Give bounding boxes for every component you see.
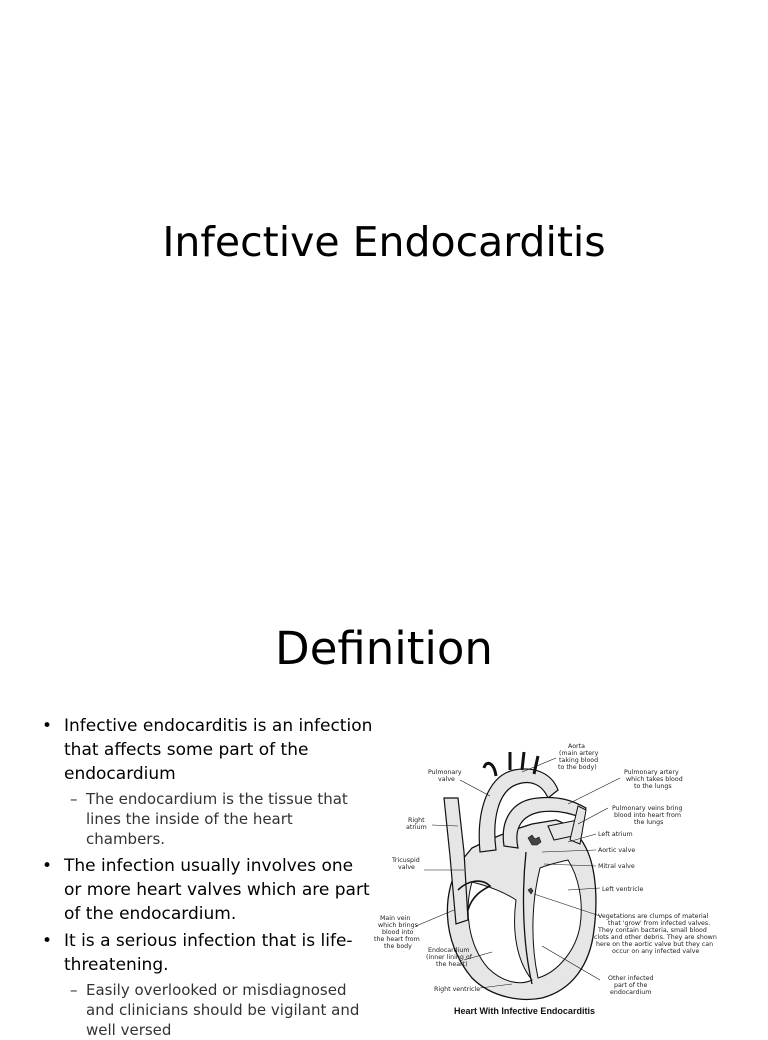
label-pulmonary-veins: Pulmonary veins bring blood into heart from the lungs: [612, 805, 683, 826]
bullet-text: It is a serious infection that is life-threatening.: [64, 931, 353, 975]
slide-title: Infective Endocarditis: [162, 218, 606, 266]
bullet-text: Infective endocarditis is an infection that affects some part of the endocardium: [64, 716, 373, 784]
label-right-ventricle: Right ventricle: [434, 986, 481, 993]
bullet-item: [42, 929, 374, 977]
sub-bullet-item: [42, 789, 374, 849]
sub-bullet-dash-icon: –: [70, 981, 78, 999]
label-tricuspid-valve: Tricuspid valve: [392, 857, 420, 871]
label-left-ventricle: Left ventricle: [602, 886, 644, 893]
heart-illustration: [372, 740, 742, 1024]
bullet-dot-icon: •: [42, 716, 53, 736]
bullet-item: [42, 854, 374, 926]
label-endocardium: Endocardium (inner lining of the heart): [426, 947, 472, 968]
sub-bullet-text: The endocardium is the tissue that lines the inside of the heart chambers.: [86, 790, 348, 848]
label-other-infected: Other infected part of the endocardium: [608, 975, 654, 996]
sub-bullet-item: [42, 980, 374, 1040]
label-pulmonary-valve: Pulmonary valve: [428, 769, 462, 783]
bullet-item: [42, 714, 374, 786]
definition-bullet-list: [42, 714, 374, 1039]
figure-caption: Heart With Infective Endocarditis: [454, 1006, 595, 1016]
bullet-dot-icon: •: [42, 856, 53, 876]
sub-bullet-text: Easily overlooked or misdiagnosed and clinicians should be vigilant and well versed: [86, 981, 360, 1039]
bullet-text: The infection usually involves one or more heart valves which are part of the endocardium.: [64, 856, 370, 924]
sub-bullet-dash-icon: –: [70, 790, 78, 808]
label-mitral-valve: Mitral valve: [598, 863, 635, 870]
label-aortic-valve: Aortic valve: [598, 847, 636, 854]
label-aorta: Aorta (main artery taking blood to the body): [558, 743, 599, 771]
label-pulmonary-artery: Pulmonary artery which takes blood to the lungs: [624, 769, 683, 790]
label-main-vein: Main vein which brings blood into the heart from the body: [374, 915, 420, 950]
label-left-atrium: Left atrium: [598, 831, 633, 838]
label-right-atrium: Right atrium: [406, 817, 427, 831]
definition-heading: Definition: [275, 622, 493, 675]
bullet-dot-icon: •: [42, 931, 53, 951]
label-vegetations: Vegetations are clumps of material that 'grow' from infected valves. They contain bacteria, small blood clots and other debris. They are shown here on the aortic valve but they can occur on any infected valve: [594, 913, 717, 955]
heart-diagram: [372, 740, 742, 1024]
